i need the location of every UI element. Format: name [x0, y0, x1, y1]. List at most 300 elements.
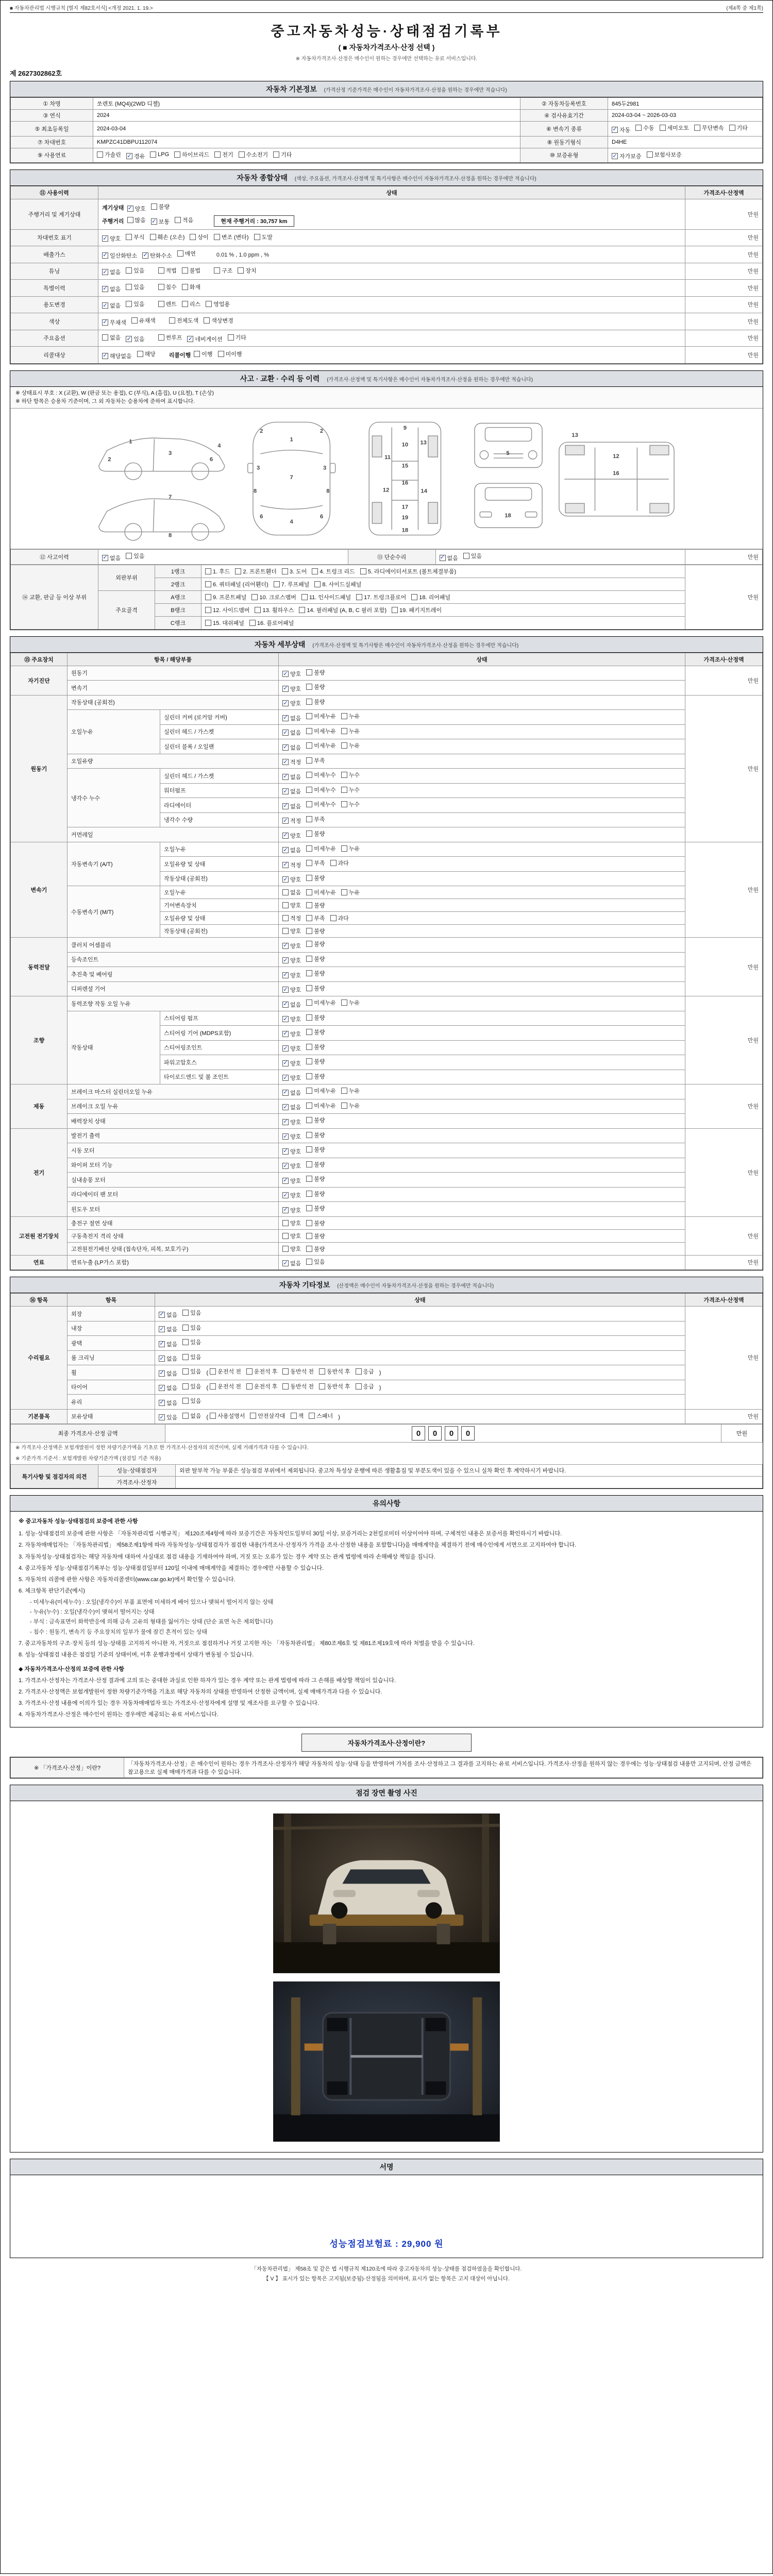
checkbox-unchecked[interactable]: 불량 — [306, 683, 325, 691]
checkbox-unchecked[interactable]: 불량 — [306, 1013, 325, 1022]
checkbox-unchecked[interactable]: 있음 — [182, 1309, 201, 1317]
section-other-note: (산정액은 매수인이 자동차가격조사·산정을 원하는 경우에만 적습니다) — [337, 1283, 494, 1290]
rank-name: B랭크 — [155, 603, 201, 616]
checkbox-unchecked[interactable]: 미세누유 — [306, 741, 336, 750]
detail-row — [11, 1011, 763, 1026]
checkbox-checked[interactable]: ✓ 양호 — [283, 1133, 301, 1141]
checkbox-unchecked[interactable]: 4. 트렁크 리드 — [312, 567, 355, 575]
checkbox-unchecked[interactable]: 불량 — [306, 955, 325, 963]
section-comprehensive-title: 자동차 종합상태 — [237, 174, 288, 182]
state-options — [279, 681, 685, 696]
checkbox-unchecked[interactable]: 불량 — [306, 1160, 325, 1168]
checkbox-checked[interactable]: ✓ 있음 — [159, 1414, 178, 1421]
section-detail-title: 자동차 세부상태 — [254, 640, 306, 649]
checkbox-unchecked[interactable]: 미세누유 — [306, 727, 336, 735]
checkbox-unchecked[interactable]: 영업용 — [206, 300, 230, 308]
section-comprehensive-header — [10, 170, 763, 186]
checkbox-unchecked[interactable]: 불량 — [306, 1175, 325, 1183]
notice-item: 2. 자동차매매업자는 「자동차관리법」 제58조제1항에 따라 자동차성능·상태점검자가 점검한 내용(가격조사·산정자가 가격을 조사·산정한 내용을 포함합니다)을 매매계약을 체결하기 전에 매수인에게 서면으로 고지하여야 합니다. — [19, 1542, 577, 1549]
diagram-part-number: 3 — [169, 450, 172, 457]
state-options — [279, 710, 685, 725]
checkbox-checked[interactable]: ✓ 양호 — [283, 986, 301, 994]
checkbox-checked[interactable]: ✓ 양호 — [283, 972, 301, 979]
comprehensive-table-body — [11, 199, 763, 364]
item-label: 동력조향 작동 오일 누유 — [68, 996, 279, 1011]
checkbox-checked[interactable]: ✓ 없음 — [283, 1104, 301, 1111]
inspection-photo-1 — [273, 1814, 500, 1974]
checkbox-unchecked[interactable]: 응급 — [356, 1382, 374, 1391]
checkbox-unchecked[interactable]: 하이브리드 — [174, 150, 209, 159]
checkbox-checked[interactable]: ✓ 자동 — [612, 126, 631, 133]
checkbox-unchecked[interactable]: 양호 — [282, 1245, 301, 1253]
checkbox-checked[interactable]: ✓ 해당없음 — [103, 352, 132, 360]
checkbox-checked[interactable]: ✓ 없음 — [283, 773, 301, 781]
checkbox-unchecked[interactable]: 불량 — [306, 940, 325, 948]
diagram-part-number: 1 — [129, 438, 132, 445]
checkbox-unchecked[interactable]: 잭 — [291, 1412, 304, 1420]
checkbox-checked[interactable]: ✓ 양호 — [283, 1148, 301, 1155]
state-options — [155, 1365, 685, 1380]
state-options — [279, 1099, 685, 1114]
checkbox-checked[interactable]: ✓ 양호 — [283, 1118, 301, 1126]
basic-table — [10, 97, 763, 163]
checkbox-unchecked[interactable]: 양호 — [282, 1219, 301, 1227]
state-options — [279, 1158, 685, 1173]
checkbox-unchecked[interactable]: 16. 플로어패널 — [249, 619, 294, 627]
checkbox-checked[interactable]: ✓ 양호 — [127, 205, 146, 212]
rear-view — [475, 483, 542, 528]
other-table — [10, 1293, 763, 1424]
checkbox-unchecked[interactable]: 도말 — [254, 233, 273, 241]
checkbox-unchecked[interactable]: 적음 — [175, 216, 193, 224]
checkbox-unchecked[interactable]: 18. 리어패널 — [411, 593, 450, 601]
checkbox-unchecked[interactable]: 2. 프론트휀더 — [235, 567, 276, 575]
checkbox-unchecked[interactable]: 19. 패키지트레이 — [392, 606, 442, 614]
checkbox-unchecked[interactable]: 누수 — [341, 771, 360, 779]
side-view-left — [99, 438, 225, 480]
checkbox-unchecked[interactable]: 훼손 (오손) — [150, 233, 185, 241]
pricing-info-table — [10, 1757, 763, 1778]
checkbox-unchecked[interactable]: 스패너 — [309, 1412, 333, 1420]
checkbox-unchecked[interactable]: 운전석 전 — [210, 1382, 241, 1391]
state-options — [279, 967, 685, 982]
notice-subitem: - 미세누유(미세누수) : 오일(냉각수)이 부품 표면에 미세하게 배어 있으나 맺혀서 떨어지지 않는 상태 — [30, 1599, 274, 1606]
checkbox-unchecked[interactable]: 렌트 — [158, 300, 177, 308]
checkbox-unchecked[interactable]: 불량 — [306, 1072, 325, 1080]
checkbox-unchecked[interactable]: 안전삼각대 — [250, 1412, 285, 1420]
checkbox-unchecked[interactable]: 운전석 후 — [246, 1367, 278, 1376]
checkbox-unchecked[interactable]: 부족 — [306, 859, 325, 867]
checkbox-checked[interactable]: ✓ 적정 — [283, 861, 301, 869]
checkbox-unchecked[interactable]: 미세누수 — [306, 800, 336, 808]
state-options — [279, 769, 685, 784]
checkbox-unchecked[interactable]: 있음 — [126, 283, 144, 291]
option-group — [158, 333, 251, 344]
checkbox-unchecked[interactable]: 불량 — [306, 1131, 325, 1139]
state-options — [279, 938, 685, 953]
checkbox-unchecked[interactable]: 매연 — [177, 249, 196, 258]
item-label: 휠 — [68, 1365, 155, 1380]
checkbox-checked[interactable]: ✓ 없음 — [283, 1260, 301, 1267]
checkbox-checked[interactable]: ✓ 없음 — [159, 1399, 178, 1406]
checkbox-unchecked[interactable]: 미세누유 — [306, 1087, 336, 1095]
accident-legend — [10, 387, 763, 409]
detail-row — [11, 938, 763, 953]
checkbox-checked[interactable]: ✓ 양호 — [283, 832, 301, 839]
checkbox-unchecked[interactable]: 썬루프 — [158, 333, 182, 342]
checkbox-checked[interactable]: ✓ 없음 — [159, 1355, 178, 1363]
checkbox-unchecked[interactable]: 있음 — [126, 266, 144, 275]
rank-category: 외판부위 — [98, 565, 155, 590]
checkbox-unchecked[interactable]: 양호 — [282, 927, 301, 935]
checkbox-unchecked[interactable]: 부족 — [306, 914, 325, 922]
checkbox-unchecked[interactable]: 미세누유 — [306, 888, 336, 896]
checkbox-checked[interactable]: ✓ 양호 — [283, 700, 301, 707]
checkbox-unchecked[interactable]: 1. 후드 — [205, 567, 230, 575]
opinion-who-inspector: 성능·상태점검자 — [98, 1465, 176, 1477]
device-label: 제동 — [11, 1084, 68, 1129]
checkbox-unchecked[interactable]: 누수 — [341, 786, 360, 794]
page-marker: (제4쪽 중 제1쪽) — [726, 6, 763, 11]
checkbox-checked[interactable]: ✓ 양호 — [283, 1192, 301, 1199]
rank-body — [11, 565, 763, 629]
checkbox-unchecked[interactable]: 보험사보증 — [647, 150, 682, 159]
price-cell: 만원 — [685, 1084, 763, 1129]
row-label: 주행거리 및 계기상태 — [11, 199, 98, 230]
item-label: 브레이크 마스터 실린더오일 누유 — [68, 1084, 279, 1099]
checkbox-checked[interactable]: ✓ 양호 — [283, 876, 301, 884]
checkbox-checked[interactable]: ✓ 적정 — [283, 817, 301, 825]
checkbox-unchecked[interactable]: 운전석 후 — [246, 1382, 278, 1391]
checkbox-checked[interactable]: ✓ 없음 — [283, 803, 301, 810]
other-table-body — [11, 1307, 763, 1424]
checkbox-unchecked[interactable]: 누유 — [341, 1101, 360, 1110]
checkbox-checked[interactable]: ✓ 양호 — [283, 1045, 301, 1053]
section-notice-title: 유의사항 — [372, 1499, 401, 1508]
checkbox-checked[interactable]: ✓ 없음 — [103, 554, 121, 562]
checkbox-unchecked[interactable]: 기타 — [729, 124, 748, 132]
checkbox-unchecked[interactable]: 전체도색 — [169, 316, 199, 325]
checkbox-unchecked[interactable]: 양호 — [282, 1232, 301, 1240]
checkbox-checked[interactable]: ✓ 있음 — [126, 335, 145, 343]
notice-extra-item: 3. 가격조사·산정 내용에 이의가 있는 경우 자동차매매업자 또는 가격조사·산정자에게 설명 및 재조사를 요구할 수 있습니다. — [19, 1700, 320, 1707]
checkbox-unchecked[interactable]: 불량 — [306, 1232, 325, 1240]
final-price-digit: 0 — [445, 1426, 458, 1440]
checkbox-unchecked[interactable]: 적정 — [282, 914, 301, 922]
checkbox-checked[interactable]: ✓ 일산화탄소 — [103, 252, 138, 259]
checkbox-checked[interactable]: ✓ 적정 — [283, 758, 301, 766]
checkbox-unchecked[interactable]: 누유 — [341, 741, 360, 750]
checkbox-unchecked[interactable]: 변조 (변타) — [214, 233, 249, 241]
checkbox-unchecked[interactable]: 화재 — [182, 283, 200, 291]
checkbox-unchecked[interactable]: 장치 — [238, 266, 256, 275]
checkbox-unchecked[interactable]: 침수 — [158, 283, 177, 291]
checkbox-unchecked[interactable]: 있음 — [182, 1324, 201, 1332]
checkbox-unchecked[interactable]: 불량 — [306, 1057, 325, 1065]
checkbox-unchecked[interactable]: 적법 — [158, 266, 177, 275]
checkbox-unchecked[interactable]: 불량 — [306, 1219, 325, 1227]
pricing-info-text: 「자동차가격조사·산정」은 매수인이 원하는 경우 가격조사·산정자가 해당 자동차의 성능·상태 등을 반영하여 가치를 조사·산정하고 그 결과를 고지하는 유료 서비스입니다. 가격조사·산정을 원하지 않는 경우에는 성능·상태점검 내용만 고지되며, 산정 금액은 참고용으로 실제 매매가격과 다를 수 있습니다. — [124, 1757, 763, 1777]
checkbox-unchecked[interactable]: 구조 — [214, 266, 232, 275]
checkbox-unchecked[interactable]: 17. 트렁크플로어 — [356, 593, 406, 601]
option-group — [102, 299, 150, 311]
detail-row — [11, 1128, 763, 1143]
checkbox-unchecked[interactable]: 6. 쿼터패널 (리어휀더) — [205, 580, 268, 588]
checkbox-unchecked[interactable]: 기타 — [273, 150, 292, 159]
checkbox-checked[interactable]: ✓ 양호 — [283, 1074, 301, 1082]
checkbox-unchecked[interactable]: 미세누수 — [306, 786, 336, 794]
checkbox-checked[interactable]: ✓ 무채색 — [103, 319, 126, 326]
checkbox-unchecked[interactable]: 응급 — [356, 1367, 374, 1376]
option-group — [169, 316, 239, 325]
checkbox-unchecked[interactable]: 미이행 — [218, 350, 242, 358]
detail-row — [11, 827, 763, 842]
item-label: 와이퍼 모터 기능 — [68, 1158, 279, 1173]
rank-section-label: ⑭ 교환, 판금 등 이상 부위 — [11, 565, 98, 629]
option-group — [169, 349, 247, 359]
checkbox-checked[interactable]: ✓ 양호 — [283, 1177, 301, 1184]
state-options — [279, 842, 685, 857]
checkbox-unchecked[interactable]: 누수 — [341, 800, 360, 808]
checkbox-unchecked[interactable]: 5. 라디에이터서포트 (볼트체결부품) — [360, 567, 456, 575]
item-label: 배력장치 상태 — [68, 1114, 279, 1129]
checkbox-unchecked[interactable]: 미세누유 — [306, 844, 336, 853]
checkbox-unchecked[interactable]: 15. 대쉬패널 — [205, 619, 244, 627]
checkbox-unchecked[interactable]: 많음 — [127, 216, 146, 224]
checkbox-unchecked[interactable]: 있음 — [126, 300, 144, 308]
checkbox-checked[interactable]: ✓ 양호 — [283, 1030, 301, 1038]
checkbox-unchecked[interactable]: 10. 크로스멤버 — [251, 593, 296, 601]
other-row — [11, 1395, 763, 1410]
checkbox-checked[interactable]: ✓ 없음 — [283, 715, 301, 722]
checkbox-checked[interactable]: ✓ 없음 — [283, 846, 301, 854]
checkbox-checked[interactable]: ✓ 양호 — [283, 685, 301, 692]
checkbox-checked[interactable]: ✓ 없음 — [159, 1370, 178, 1377]
checkbox-unchecked[interactable]: 상이 — [190, 233, 208, 241]
checkbox-unchecked[interactable]: 있음 — [182, 1382, 201, 1391]
rank-parts — [201, 616, 685, 629]
checkbox-unchecked[interactable]: 누유 — [341, 712, 360, 720]
checkbox-unchecked[interactable]: 11. 인사이드패널 — [301, 593, 351, 601]
checkbox-unchecked[interactable]: 불법 — [182, 266, 200, 275]
final-price-note-1: ※ 가격조사·산정액은 보험개발원이 정한 차량기준가액을 기초로 한 가격조사·산정자의 의견이며, 실제 거래가격과 다를 수 있습니다. — [15, 1445, 309, 1451]
checkbox-checked[interactable]: ✓ 자가보증 — [612, 152, 642, 160]
checkbox-unchecked[interactable]: 불량 — [306, 984, 325, 992]
checkbox-checked[interactable]: ✓ 없음 — [103, 302, 121, 309]
checkbox-unchecked[interactable]: 양호 — [282, 901, 301, 909]
comprehensive-row — [11, 347, 763, 364]
option-subgroup: ( 사용설명서 안전삼각대 잭 스패너 ) — [207, 1411, 340, 1420]
item-label: 브레이크 오일 누유 — [68, 1099, 279, 1114]
checkbox-unchecked[interactable]: 불량 — [306, 874, 325, 882]
checkbox-unchecked[interactable]: 불량 — [306, 1145, 325, 1154]
notice-extra-item: 2. 가격조사·산정액은 보험개발원이 정한 차량기준가액을 기초로 해당 자동차의 상태를 반영하여 산정한 금액이며, 실제 매매가격과 다를 수 있습니다. — [19, 1689, 382, 1696]
checkbox-unchecked[interactable]: 미세누유 — [306, 712, 336, 720]
page-subnote: ※ 자동차가격조사·산정은 매수인이 원하는 경우에만 선택하는 유료 서비스입니다. — [295, 56, 478, 62]
checkbox-unchecked[interactable]: 불량 — [306, 698, 325, 706]
checkbox-checked[interactable]: ✓ 경유 — [127, 152, 145, 160]
checkbox-unchecked[interactable]: 불량 — [306, 1245, 325, 1253]
checkbox-unchecked[interactable]: 있음 — [182, 1397, 201, 1405]
car-name-label: ① 차명 — [11, 98, 93, 110]
checkbox-unchecked[interactable]: 불량 — [151, 202, 170, 211]
checkbox-unchecked[interactable]: 있음 — [182, 1338, 201, 1346]
checkbox-unchecked[interactable]: 13. 휠하우스 — [255, 606, 294, 614]
checkbox-unchecked[interactable]: 수소전기 — [239, 150, 268, 159]
notice-extra-title: ◆ 자동차가격조사·산정의 보증에 관한 사항 — [19, 1666, 124, 1672]
checkbox-unchecked[interactable]: 이행 — [194, 350, 212, 358]
checkbox-checked[interactable]: ✓ 탄화수소 — [143, 252, 172, 259]
checkbox-unchecked[interactable]: 미세누유 — [306, 1101, 336, 1110]
checkbox-unchecked[interactable]: 8. 사이드실패널 — [314, 580, 361, 588]
checkbox-unchecked[interactable]: 전기 — [214, 150, 233, 159]
checkbox-unchecked[interactable]: 색상변경 — [204, 316, 233, 325]
checkbox-unchecked[interactable]: 3. 도어 — [282, 567, 307, 575]
option-group-label: 계기상태 — [102, 205, 124, 211]
checkbox-unchecked[interactable]: LPG — [150, 151, 169, 158]
checkbox-checked[interactable]: ✓ 양호 — [283, 670, 301, 678]
checkbox-checked[interactable]: ✓ 없음 — [159, 1311, 178, 1318]
checkbox-checked[interactable]: ✓ 없음 — [283, 1089, 301, 1096]
checkbox-unchecked[interactable]: 있음 — [306, 1258, 325, 1266]
detail-row — [11, 1099, 763, 1114]
notice-item: 6. 체크항목 판단기준(예시) — [19, 1587, 85, 1594]
checkbox-unchecked[interactable]: 불량 — [306, 927, 325, 935]
checkbox-unchecked[interactable]: 7. 루프패널 — [274, 580, 310, 588]
checkbox-unchecked[interactable]: 해당 — [137, 350, 156, 358]
checkbox-unchecked[interactable]: 있음 — [182, 1353, 201, 1361]
checkbox-unchecked[interactable]: 14. 필러패널 (A, B, C 필러 포함) — [299, 606, 386, 614]
item-label: 라디에이터 팬 모터 — [68, 1187, 279, 1202]
state-options — [279, 1040, 685, 1055]
checkbox-unchecked[interactable]: 12. 사이드멤버 — [205, 606, 249, 614]
checkbox-unchecked[interactable]: 없음 — [282, 888, 301, 896]
checkbox-checked[interactable]: ✓ 양호 — [103, 235, 121, 242]
checkbox-unchecked[interactable]: 미세누유 — [306, 998, 336, 1007]
rank-name: 1랭크 — [155, 565, 201, 578]
row-state — [98, 313, 685, 330]
comprehensive-row — [11, 229, 763, 246]
section-comprehensive — [10, 170, 763, 364]
option-group — [102, 232, 278, 244]
checkbox-unchecked[interactable]: 동반석 후 — [319, 1367, 350, 1376]
checkbox-unchecked[interactable]: 무단변속 — [694, 124, 724, 132]
checkbox-checked[interactable]: ✓ 양호 — [283, 1015, 301, 1023]
checkbox-unchecked[interactable]: 부족 — [306, 815, 325, 823]
checkbox-unchecked[interactable]: 없음 — [102, 333, 121, 342]
checkbox-unchecked[interactable]: 동반석 전 — [282, 1382, 314, 1391]
signature-area[interactable] — [10, 2175, 763, 2258]
checkbox-checked[interactable]: ✓ 없음 — [440, 554, 458, 562]
checkbox-unchecked[interactable]: 부족 — [306, 756, 325, 765]
checkbox-checked[interactable]: ✓ 없음 — [159, 1341, 178, 1348]
detail-row — [11, 1216, 763, 1229]
device-label: 수리필요 — [11, 1307, 68, 1410]
checkbox-unchecked[interactable]: 동반석 전 — [282, 1367, 314, 1376]
row-label: 용도변경 — [11, 296, 98, 313]
checkbox-unchecked[interactable]: 불량 — [306, 1116, 325, 1124]
checkbox-unchecked[interactable]: 운전석 전 — [210, 1367, 241, 1376]
checkbox-unchecked[interactable]: 사용설명서 — [210, 1412, 245, 1420]
checkbox-unchecked[interactable]: 없음 — [182, 1412, 201, 1420]
diagram-part-number: 1 — [290, 436, 293, 443]
price-cell: 만원 — [685, 280, 763, 297]
checkbox-checked[interactable]: ✓ 없음 — [103, 268, 121, 276]
price-cell: 만원 — [685, 1307, 763, 1410]
checkbox-unchecked[interactable]: 누유 — [341, 998, 360, 1007]
checkbox-unchecked[interactable]: 있음 — [182, 1367, 201, 1376]
checkbox-unchecked[interactable]: 불량 — [306, 1204, 325, 1212]
checkbox-unchecked[interactable]: 불량 — [306, 969, 325, 977]
diagram-part-number: 4 — [290, 519, 293, 526]
checkbox-unchecked[interactable]: 부식 — [126, 233, 144, 241]
checkbox-unchecked[interactable]: 있음 — [126, 552, 144, 560]
checkbox-checked[interactable]: ✓ 없음 — [283, 744, 301, 751]
checkbox-checked[interactable]: ✓ 없음 — [159, 1326, 178, 1333]
checkbox-unchecked[interactable]: 불량 — [306, 901, 325, 909]
footer-line-1: 「자동차관리법」 제58조 및 같은 법 시행규칙 제120조에 따라 중고자동차의 성능·상태를 점검하였음을 확인합니다. — [251, 2265, 522, 2272]
checkbox-checked[interactable]: ✓ 양호 — [283, 1162, 301, 1170]
detail-row — [11, 1255, 763, 1270]
row-state — [98, 280, 685, 297]
checkbox-checked[interactable]: ✓ 보통 — [152, 218, 170, 225]
checkbox-unchecked[interactable]: 누유 — [341, 844, 360, 853]
checkbox-unchecked[interactable]: 기타 — [228, 333, 246, 342]
checkbox-unchecked[interactable]: 있음 — [463, 552, 482, 560]
checkbox-unchecked[interactable]: 불량 — [306, 1043, 325, 1051]
checkbox-unchecked[interactable]: 과다 — [330, 914, 349, 922]
diagram-part-number: 16 — [613, 470, 619, 477]
checkbox-checked[interactable]: ✓ 없음 — [103, 285, 121, 293]
checkbox-unchecked[interactable]: 세미오토 — [660, 124, 690, 132]
checkbox-unchecked[interactable]: 9. 프론트패널 — [205, 593, 246, 601]
checkbox-checked[interactable]: ✓ 없음 — [283, 729, 301, 737]
checkbox-unchecked[interactable]: 가솔린 — [97, 150, 121, 159]
checkbox-unchecked[interactable]: 불량 — [306, 1028, 325, 1036]
checkbox-unchecked[interactable]: 누유 — [341, 1087, 360, 1095]
checkbox-checked[interactable]: ✓ 양호 — [283, 1207, 301, 1214]
checkbox-unchecked[interactable]: 불량 — [306, 1190, 325, 1198]
vin-label: ⑦ 차대번호 — [11, 136, 93, 148]
notice-extra-item: 1. 가격조사·산정자는 가격조사·산정 결과에 고의 또는 중대한 과실로 인한 하자가 있는 경우 계약 또는 관계 법령에 따라 그 손해를 배상할 책임이 있습니다. — [19, 1677, 396, 1684]
price-cell: 만원 — [685, 550, 763, 565]
checkbox-unchecked[interactable]: 불량 — [306, 829, 325, 838]
checkbox-checked[interactable]: ✓ 네비게이션 — [188, 335, 223, 343]
checkbox-unchecked[interactable]: 수동 — [635, 124, 654, 132]
part-label: 작동상태 (공회전) — [160, 871, 279, 886]
checkbox-checked[interactable]: ✓ 양호 — [283, 942, 301, 950]
checkbox-unchecked[interactable]: 동반석 후 — [319, 1382, 350, 1391]
state-options — [279, 1216, 685, 1229]
checkbox-checked[interactable]: ✓ 없음 — [283, 1001, 301, 1008]
other-col-price: 가격조사·산정액 — [685, 1294, 763, 1307]
checkbox-unchecked[interactable]: 유채색 — [131, 316, 156, 325]
notice-intro: ※ 중고자동차 성능·상태점검의 보증에 관한 사항 — [19, 1518, 138, 1525]
checkbox-unchecked[interactable]: 불량 — [306, 668, 325, 676]
checkbox-unchecked[interactable]: 미세누수 — [306, 771, 336, 779]
checkbox-unchecked[interactable]: 누유 — [341, 727, 360, 735]
checkbox-checked[interactable]: ✓ 없음 — [283, 788, 301, 795]
checkbox-checked[interactable]: ✓ 없음 — [159, 1384, 178, 1392]
checkbox-checked[interactable]: ✓ 양호 — [283, 1060, 301, 1067]
row-state — [98, 296, 685, 313]
pricing-info-button[interactable]: 자동차가격조사·산정이란? — [301, 1734, 472, 1752]
checkbox-unchecked[interactable]: 누유 — [341, 888, 360, 896]
checkbox-unchecked[interactable]: 리스 — [182, 300, 200, 308]
checkbox-unchecked[interactable]: 과다 — [330, 859, 349, 867]
item-label: 고전원전기배선 상태 (접속단자, 피복, 보호기구) — [68, 1242, 279, 1255]
checkbox-checked[interactable]: ✓ 양호 — [283, 957, 301, 964]
